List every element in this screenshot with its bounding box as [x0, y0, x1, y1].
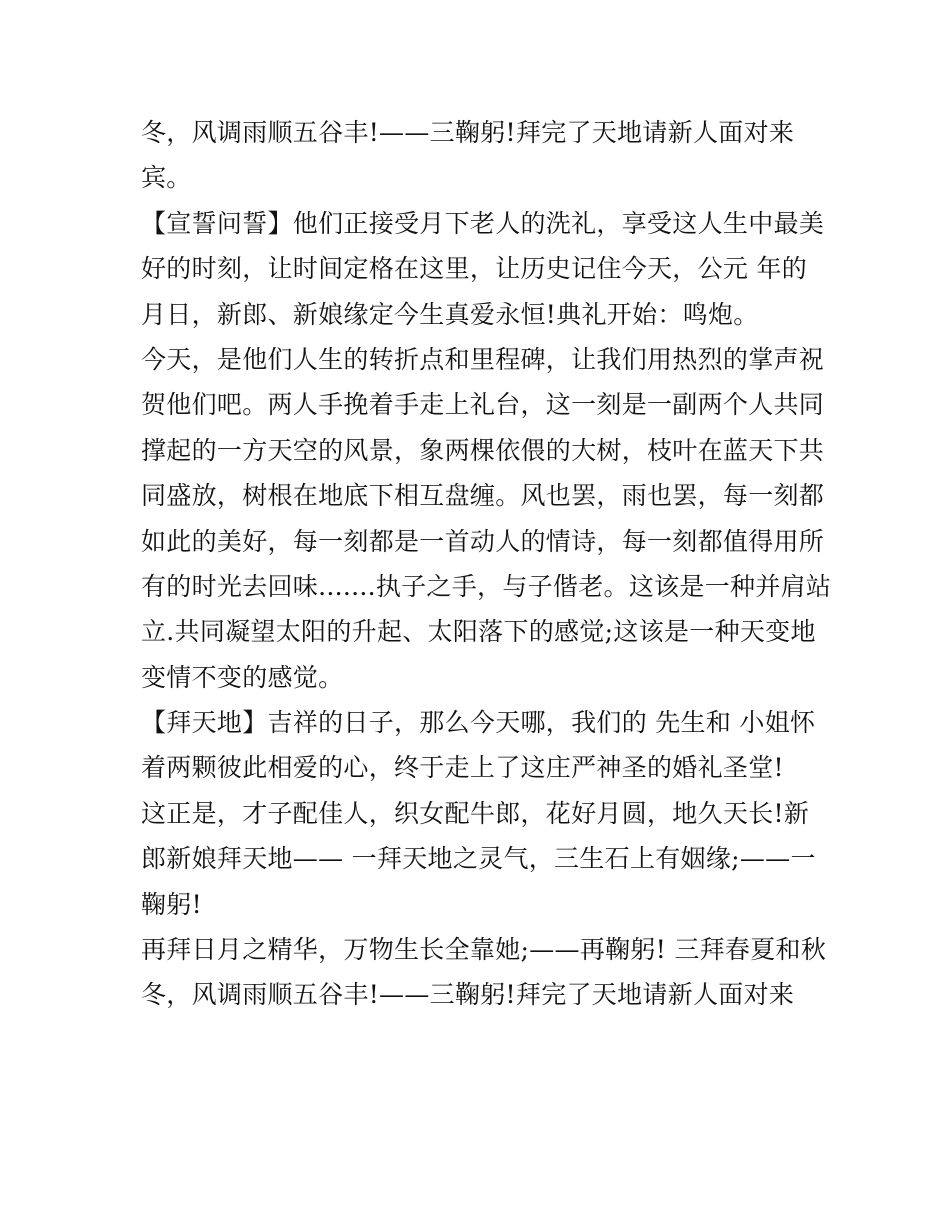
text-line: 如此的美好，每一刻都是一首动人的情诗，每一刻都值得用所 — [141, 526, 825, 556]
text-line: 今天，是他们人生的转折点和里程碑，让我们用热烈的掌声祝 — [141, 344, 825, 374]
text-line: 再拜日月之精华，万物生长全靠她;——再鞠躬! 三拜春夏和秋 — [141, 935, 827, 965]
text-line: 撑起的一方天空的风景，象两棵依偎的大树，枝叶在蓝天下共 — [141, 435, 825, 465]
text-line: 着两颗彼此相爱的心，终于走上了这庄严神圣的婚礼圣堂! — [141, 753, 784, 783]
text-line: 立.共同凝望太阳的升起、太阳落下的感觉;这该是一种天变地 — [141, 617, 816, 647]
text-line: 【宣誓问誓】他们正接受月下老人的洗礼，享受这人生中最美 — [141, 208, 825, 238]
text-line: 这正是，才子配佳人，织女配牛郎，花好月圆，地久天长!新 — [141, 798, 810, 828]
text-line: 有的时光去回味.......执子之手，与子偕老。这该是一种并肩站 — [141, 571, 832, 601]
text-line: 郎新娘拜天地—— 一拜天地之灵气，三生石上有姻缘;——一 — [141, 844, 816, 874]
text-line: 【拜天地】吉祥的日子，那么今天哪，我们的 先生和 小姐怀 — [141, 708, 816, 738]
text-line: 月日，新郎、新娘缘定今生真爱永恒!典礼开始：鸣炮。 — [141, 299, 759, 329]
text-line: 好的时刻，让时间定格在这里，让历史记住今天，公元 年的 — [141, 254, 808, 284]
body-text — [141, 110, 832, 1018]
text-line: 冬，风调雨顺五谷丰!——三鞠躬!拜完了天地请新人面对来 — [141, 980, 795, 1010]
text-line: 鞠躬! — [141, 889, 202, 919]
text-line: 变情不变的感觉。 — [141, 662, 344, 692]
text-line: 同盛放，树根在地底下相互盘缠。风也罢，雨也罢，每一刻都 — [141, 481, 825, 511]
text-line: 贺他们吧。两人手挽着手走上礼台，这一刻是一副两个人共同 — [141, 390, 825, 420]
text-line: 宾。 — [141, 163, 192, 193]
text-line: 冬，风调雨顺五谷丰!——三鞠躬!拜完了天地请新人面对来 — [141, 118, 795, 147]
